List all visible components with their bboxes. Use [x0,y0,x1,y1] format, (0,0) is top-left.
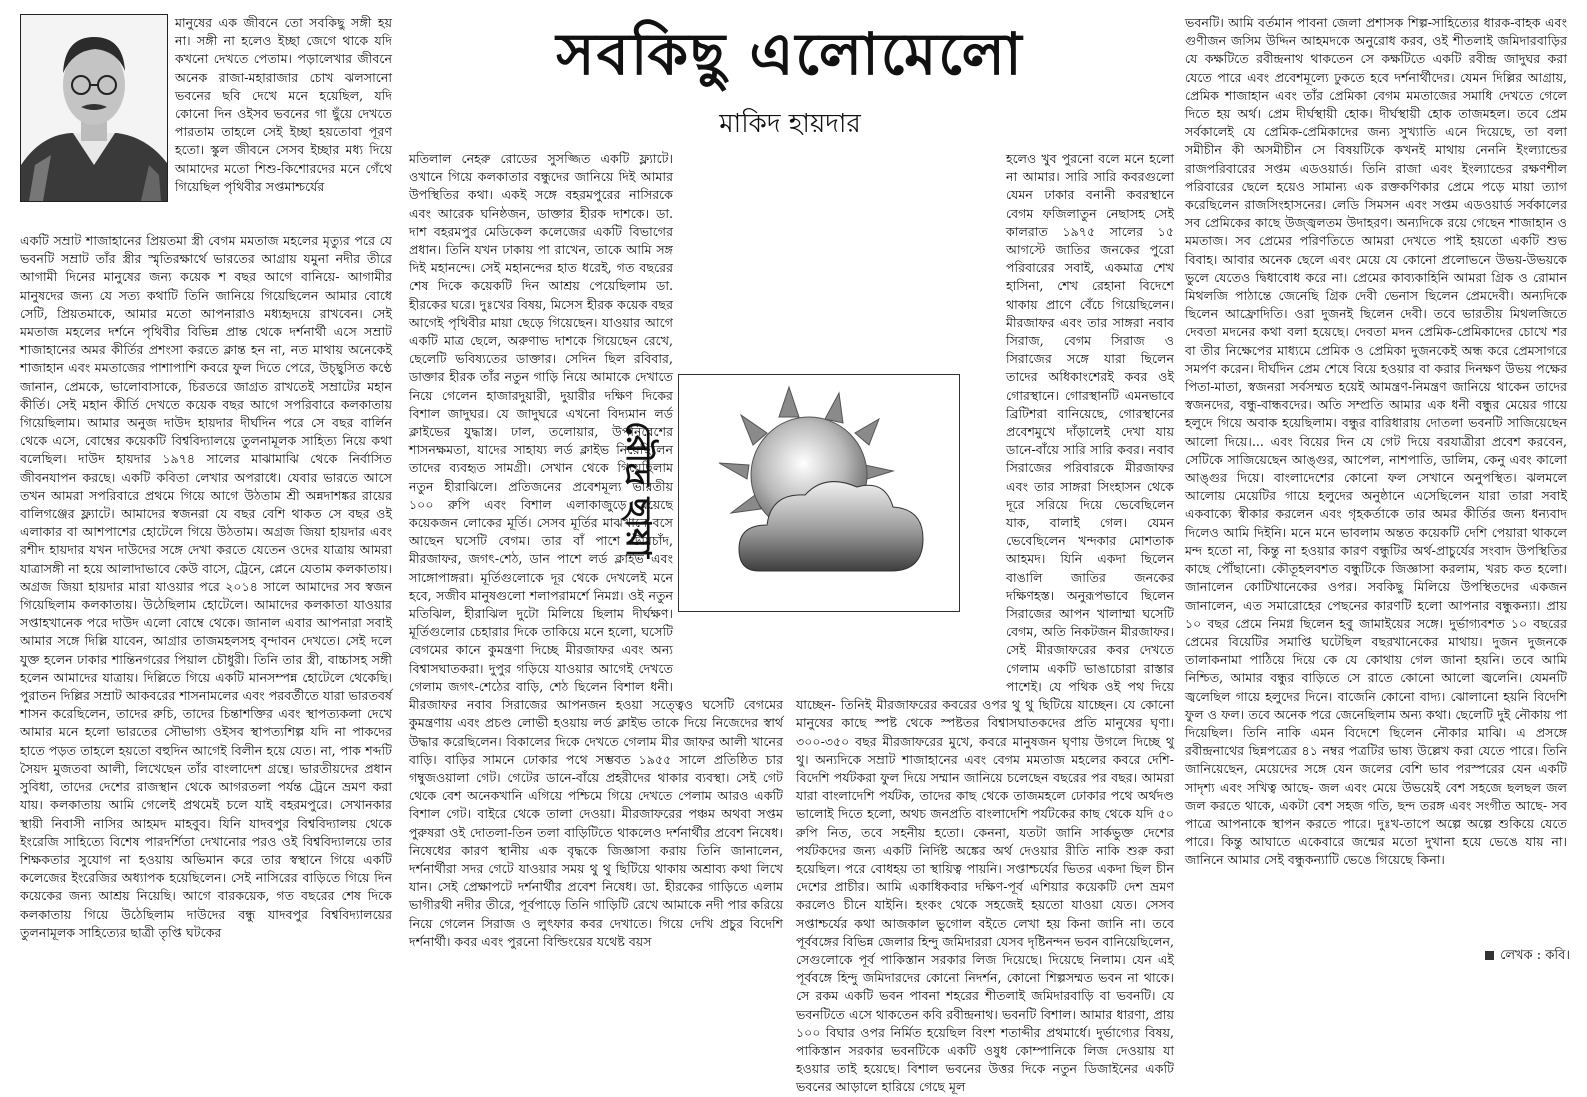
author-portrait-icon [21,15,167,201]
col1-top-paragraph: মানুষের এক জীবনে তো সবকিছু সঙ্গী হয় না। সঙ্গী না হলেও ইচ্ছা জেগে থাকে যদি কখনো দেখতে পেতাম। পড়ালেখার জীবনে অনেক রাজা-মহারাজার চোখ ঝলসানো ভবনের ছবি দেখে মনে হয়েছিল, যদি কোনো দিন ওইসব ভবনের গা ছুঁয়ে দেখতে পারতাম তাহলে সেই ইচ্ছা হয়তোবা পূরণ হতো। স্কুল জীবনে সেসব ইচ্ছার মধ্য দিয়ে আমাদের মতো শিশু-কিশোরদের মনে গেঁথে গিয়েছিল পৃথিবীর সপ্তমাশ্চর্যের [175,15,392,194]
author-credit [1420,946,1570,966]
sun-cloud-illustration [678,374,960,612]
square-bullet-icon [1485,951,1494,960]
col4-paragraph: ভবনটি। আমি বর্তমান পাবনা জেলা প্রশাসক শিল্প-সাহিত্যের ধারক-বাহক এবং গুণীজন জসিম উদ্দিন আহমদকে অনুরোধ করব, ওই শীতলাই জমিদারবাড়ির যে কক্ষটিতে রবীন্দ্রনাথ থাকতেন সে কক্ষটিতে একটি রবীন্দ্র জাদুঘর করা যেতে পারে এবং প্রবেশমূল্যে ঢুকতে হবে দর্শনার্থীদের। যেমন দিল্লির আগ্রায়, প্রেমিক শাজাহান এবং তাঁর প্রেমিকা বেগম মমতাজের সমাধি দেখতে গেলে দিতে হয় অর্থ। প্রেম দীর্ঘস্থায়ী হোক। দীর্ঘস্থায়ী হোক তাজমহল। তবে প্রেম সর্বকালেই যে প্রেমিক-প্রেমিকাদের জন্য সুখ্যাতি এনে দিয়েছে, তা বলা সমীচীন কী অসমীচীন সে বিষয়টিকে কখনই মাথায় নেননি ইংল্যান্ডের রাজপরিবারের সপ্তম এডওয়ার্ড। তিনি রাজা এবং ইংল্যান্ডের রক্ষণশীল পরিবারের ছেলে হয়েও সামান্য এক রক্তকণিকার প্রেমে পড়ে মায়া ত্যাগ করেছিলেন রাজসিংহাসনের। লেডি সিমসন এবং সপ্তম এডওয়ার্ড সর্বকালের সব প্রেমিকের কাছে উজ্জ্বলতম উদাহরণ। অন্যদিকে রয়ে গেছেন শাজাহান ও মমতাজ। সব প্রেমের পরিণতিতে আমরা দেখতে পাই হয়তো একটি শুভ বিবাহ। আবার অনেক ছেলে এবং মেয়ে যে কোনো প্রলোভনে উভয়-উভয়কে ভুলে যেতেও দ্বিধাবোধ করে না। প্রেমের কাব্যকাহিনি আমরা গ্রিক ও রোমান মিথলজি পাঠান্তে জেনেছি গ্রিক দেবী ভেনাস ছিলেন প্রেমদেবী। অন্যদিকে ছিলেন আফ্রোদিতি। ওরা দুজনই ছিলেন দেবী। তবে ভারতীয় মিথলজিতে দেবতা মদনের কথা বলা হয়েছে। দেবতা মদন প্রেমিক-প্রেমিকাদের চোখে শর বা তীর নিক্ষেপের মাধ্যমে প্রেমিক ও প্রেমিকা দুজনকেই অন্ধ করে প্রেমসাগরে সমর্পণ করেন। দীর্ঘদিন প্রেম শেষে বিয়ে হওয়ার বা করার দিনক্ষণ উভয় পক্ষের পিতা-মাতা, স্বজনরা সর্বসম্মত হয়েই আমন্ত্রণ-নিমন্ত্রণ জানিয়ে থাকেন তাদের স্বজনদের, বন্ধু-বান্ধবদের। অতি সম্প্রতি আমার এক ধনী বন্ধুর মেয়ের গায়ে হলুদে গিয়ে অবাক হয়েছিলাম। বন্ধুর বারিধারায় দোতলা ভবনটি সাজিয়েছেন আলো দিয়ে।... এবং বিয়ের দিন যে গেট দিয়ে বরযাত্রীরা প্রবেশ করবেন, সেটিকে সাজিয়েছেন আঙ্গুর, আপেল, নাশপাতি, ডালিম, কেনু এবং কালো আঙ্গুর দিয়ে। বাংলাদেশের কোনো ফল সেখানে অনুপস্থিত। ঝলমলে আলোয় মেয়েটির গায়ে হলুদের অনুষ্ঠানে এসেছিলেন যারা তারা সবাই একবাক্যে স্বীকার করলেন এবং গৃহকর্তাকে তার অমর কীর্তির জন্য ধন্যবাদ দিলেও আমি দিইনি। মনে মনে ভাবলাম অন্তত কয়েকটি দেশি পেয়ারা থাকলে মন্দ হতো না, কিন্তু না হওয়ার কারণ বন্ধুটির অর্থ-প্রাচুর্যের সংবাদ উপস্থিতির কাছে পৌঁছানো। কৌতূহলবশত বন্ধুটিকে জিজ্ঞাসা করলাম, খরচ কত হলো। জানালেন কোটিখানেকের ওপর। সবকিছু মিলিয়ে উপস্থিতদের একজন জানালেন, এত সমারোহের পেছনের কারণটি হলো আপনার বন্ধুকন্যা। প্রায় ১০ বছর প্রেমে নিমগ্ন ছিলেন হবু জামাইয়ের সঙ্গে। দুর্ভাগ্যবশত ১০ বছরের প্রেমের বিয়েটির সমাপ্তি ঘটেছিল বছরখানেকের মাথায়। দুজন দুজনকে তালাকনামা পাঠিয়ে দিয়ে কে যে কোথায় গেল জানা হয়নি। তবে আমি নিশ্চিত, আমার বন্ধুর বাড়িতে সে রাতে কোনো আলো জ্বলেনি। যেমনটি জ্বলেছিল গায়ে হলুদের দিনে। বাজেনি কোনো বাদ্য। ঝোলানো হয়নি বিদেশি ফুল ও ফল। তবে অনেক পরে জেনেছিলাম অন্য কথা। ছেলেটি দুই নৌকায় পা দিয়েছিল। তিনি নাকি এমন বিদেশে ছিলেন নৌকার মাঝি। এ প্রসঙ্গে রবীন্দ্রনাথের ছিন্নপত্রের ৪১ নম্বর পত্রটির ভাষ্য উল্লেখ করা যেতে পারে। তিনি জানিয়েছেন, মেয়েদের সঙ্গে যেন জলের বেশি ভাব পরস্পরের যেন একটি সাদৃশ্য এবং সখিত্ব আছে- জল এবং মেয়ে উভয়েই বেশ সহজে ছলছল জল জল করতে থাকে, একটা বেশ সহজ গতি, ছন্দ তরঙ্গ এবং সংগীত আছে- সব পাত্রে আপনাকে স্থাপন করতে পারে। দুঃখ-তাপে অল্পে অল্পে শুকিয়ে যেতে পারে। কিন্তু আঘাতে একেবারে জন্মের মতো দুখানা হয়ে ভেঙে যায় না। জানিনে আমার সেই বন্ধুকন্যাটি ভেঙে গিয়েছে কিনা। [1185,15,1567,868]
author-byline: মাকিদ হায়দার [719,109,861,139]
column-4-text [1185,14,1567,944]
sun-cloud-icon [679,375,959,611]
column-1-text [20,232,392,970]
col2-paragraph: মতিলাল নেহরু রোডের সুসজ্জিত একটি ফ্ল্যাটে। ওখানে গিয়ে কলকাতার বন্ধুদের জানিয়ে দিই আমার উপস্থিতির কথা। একই সঙ্গে বহরমপুরের নাসিরকে এবং আরেক ঘনিষ্ঠজন, ডাক্তার হীরক দাশকে। ডা. দাশ বহরমপুর মেডিকেল কলেজের একটি বিভাগের প্রধান। তিনি যখন ঢাকায় পা রাখেন, তাকে আমি সঙ্গ দিই মহানন্দে। সেই মহানন্দের হাত ধরেই, গত বছরের শেষ দিকে কয়েকটি দিন আশ্রয় পেয়েছিলাম ডা. হীরকের ঘরে। দুঃখের বিষয়, মিসেস হীরক কয়েক বছর আগেই পৃথিবীর মায়া ছেড়ে গিয়েছেন। যাওয়ার আগে একটি মাত্র ছেলে, অরুণাভ দাশকে গিয়েছেন রেখে, ছেলেটি ভবিষ্যতের ডাক্তার। সেদিন ছিল রবিবার, ডাক্তার হীরক তাঁর নতুন গাড়ি নিয়ে আমাকে দেখাতে নিয়ে গেলেন হাজারদুয়ারী, দুয়ারীর দক্ষিণ দিকের বিশাল জাদুঘর। যে জাদুঘরে এখনো বিদ্যমান লর্ড ক্লাইভের যুদ্ধাস্ত্র। ঢাল, তলোয়ার, উপনিবেশের শাসনক্ষমতা, যাদের সাহায্য লর্ড ক্লাইভ নিয়েছিলেন তাদের ব্যবহৃত সামগ্রী। সেখান থেকে গিয়েছিলাম নতুন হীরাঝিলে। প্রতিজনের প্রবেশমূল্য ভারতীয় ১০০ রুপি এবং বিশাল এলাকাজুড়ে রয়েছে কয়েকজন লোকের মূর্তি। সেসব মূর্তির মাঝখানে বসে আছেন ঘসেটি বেগম। তার বাঁ পাশে উমিচাঁদ, মীরজাফর, জগৎ-শেঠ, ডান পাশে লর্ড ক্লাইভ এবং সাঙ্গোপাঙ্গরা। মূর্তিগুলোকে দূর থেকে দেখলেই মনে হবে, সজীব মানুষগুলো শলাপরামর্শে নিমগ্ন। ওই নতুন মতিঝিল, হীরাঝিল দুটো মিলিয়ে ছিলাম দীর্ঘক্ষণ। মূর্তিগুলোর চেহারার দিকে তাকিয়ে মনে হলো, ঘসেটি বেগমের কানে কুমন্ত্রণা দিচ্ছে মীরজাফর এবং অন্য বিশ্বাসঘাতকরা। দুপুর গড়িয়ে যাওয়ার আগেই দেখতে গেলাম জগৎ-শেঠের বাড়ি, শেঠ ছিলেন বিশাল ধনী। মীরজাফর নবাব সিরাজের আপনজন হওয়া সত্ত্বেও ঘসেটি বেগমের কুমন্ত্রণায় এবং প্রচণ্ড লোভী হওয়ায় লর্ড ক্লাইভ তাকে দিয়ে নিজেদের স্বার্থ উদ্ধার করেছিলেন। বিকালের দিকে দেখতে গেলাম মীর জাফর আলী খানের বাড়ি। বাড়ির সামনে ঢোকার পথে সম্ভবত ১৯৫৫ সালে প্রতিষ্ঠিত চার গম্বুজওয়ালা গেট। গেটের ডানে-বাঁয়ে প্রহরীদের থাকার ব্যবস্থা। সেই গেট থেকে বেশ অনেকখানি এগিয়ে পশ্চিমে গিয়ে দেখতে পেলাম আরও একটি বিশাল গেট। বাইরে থেকে তালা দেওয়া। মীরজাফরের পঞ্চম অথবা সপ্তম পুরুষরা ওই দোতলা-তিন তলা বাড়িটিতে থাকলেও দর্শনার্থীর প্রবেশ নিষেধ। নিষেধের কারণ স্থানীয় এক বৃদ্ধকে জিজ্ঞাসা করায় তিনি জানালেন, দর্শনার্থীরা সদর গেটে যাওয়ার সময় থু থু ছিটিয়ে থাকায় অশ্রাব্য কথা লিখে যান। সেই প্রেক্ষাপটে দর্শনার্থীর প্রবেশ নিষেধ। ডা. হীরকের গাড়িতে এলাম ভাগীরথী নদীর তীরে, পূর্বপাড়ে তিনি গাড়িটি রেখে আমাকে নদী পার করিয়ে নিয়ে গেলেন সিরাজ ও লুৎফার কবর দেখাতে। গিয়ে দেখি প্রচুর বিদেশি দর্শনার্থী। কবর এবং পুরনো বিল্ডিংয়ের যথেষ্ট বয়স [409,151,783,949]
column-1-top-text [175,14,392,232]
col3-paragraph: হলেও খুব পুরনো বলে মনে হলো না আমার। সারি সারি কবরগুলো যেমন ঢাকার বনানী কবরস্থানে বেগম ফজিলাতুন নেছাসহ সেই কালরাত ১৯৭৫ সালের ১৫ আগস্টে জাতির জনকের পুরো পরিবারের সবাই, একমাত্র শেখ হাসিনা, শেখ রেহানা বিদেশে থাকায় প্রাণে বেঁচে গিয়েছিলেন। মীরজাফর এবং তার সাঙ্গরা নবাব সিরাজ, বেগম সিরাজ ও সিরাজের সঙ্গে যারা ছিলেন তাদের অধিকাংশেরই কবর ওই গোরস্থানে। গোরস্থানটি এমনভাবে ব্রিটিশরা বানিয়েছে, গোরস্থানের প্রবেশমুখে দাঁড়ালেই দেখা যায় ডানে-বাঁয়ে সারি সারি কবর। নবাব সিরাজের পরিবারকে মীরজাফর এবং তার সাঙ্গরা সিংহাসন থেকে দূরে সরিয়ে দিয়ে ভেবেছিলেন যাক, বালাই গেল। যেমন ভেবেছিলেন খন্দকার মোশতাক আহমদ। যিনি একদা ছিলেন বাঙালি জাতির জনকের দক্ষিণহস্ত। অনুরূপভাবে ছিলেন সিরাজের আপন খালাম্মা ঘসেটি বেগম, অতি নিকটজন মীরজাফর। সেই মীরজাফরের কবর দেখতে গেলাম একটি ভাঙাচোরা রাস্তার পাশেই। যে পথিক ওই পথ দিয়ে যাচ্ছেন- তিনিই মীরজাফরের কবরের ওপর থু থু ছিটিয়ে যাচ্ছেন। যে কোনো মানুষের কাছে স্পষ্ট থেকে স্পষ্টতর বিশ্বাসঘাতকদের প্রতি মানুষের ঘৃণা। ৩০০-৩৫০ বছর মীরজাফরের মুখে, কবরে মানুষজন ঘৃণায় উগলে দিচ্ছে থু থু। অন্যদিকে সম্রাট শাজাহানের এবং বেগম মমতাজ মহলের কবরে দেশি-বিদেশি পর্যটকরা ফুল দিয়ে সম্মান জানিয়ে চলেছেন বছরের পর বছর। আমরা যারা বাংলাদেশি পর্যটক, তাদের কাছ থেকে তাজমহলে ঢোকার পথে অর্থদণ্ড ভালোই দিতে হলো, অথচ জনপ্রতি বাংলাদেশি পর্যটকের কাছ থেকে যদি ৫০ রুপি নিত, তবে সহনীয় হতো। কেননা, যতটা জানি সার্কভুক্ত দেশের পর্যটকদের জন্য একটি নির্দিষ্ট অঙ্কের অর্থ দেওয়ার রীতি নাকি শুরু করা হয়েছিল। পরে বোধহয় তা স্থায়িত্ব পায়নি। সপ্তাশ্চর্যের ভিতর একদা ছিল চীন দেশের প্রাচীর। আমি একাধিকবার দক্ষিণ-পূর্ব এশিয়ার কয়েকটি দেশ ভ্রমণ করলেও চীনে যাইনি। হংকং থেকে সহজেই হয়তো যাওয়া যেত। সেসব সপ্তাশ্চর্যের কথা আজকাল ভুগোল বইতে লেখা হয় কিনা জানি না। তবে পূর্ববঙ্গের বিভিন্ন জেলার হিন্দু জমিদাররা যেসব দৃষ্টিনন্দন ভবন বানিয়েছিলেন, সেগুলোকে পূর্ব পাকিস্তান সরকার লিজ দিয়েছে। দিয়েছে নিলাম। যেন এই পূর্ববঙ্গে হিন্দু জমিদারদের কোনো নিদর্শন, কোনো শিল্পসম্মত ভবন না থাকে। সে রকম একটি ভবন পাবনা শহরের শীতলাই জমিদারবাড়ি বা ভবনটি। যে ভবনটিতে এসে থাকতেন কবি রবীন্দ্রনাথ। ভবনটি বিশাল। আমার ধারণা, প্রায় ১০০ বিঘার ওপর নির্মিত হয়েছিল বিংশ শতাব্দীর প্রথমার্ধে। দুর্ভাগ্যের বিষয়, পাকিস্তান সরকার ভবনটিকে একটি ওষুধ কোম্পানিকে লিজ দেওয়ায় যা হওয়ার তাই হয়েছে। বিশাল ভবনের উত্তর দিকে নতুন ডিজাইনের একটি ভবনের আড়ালে হারিয়ে গেছে মূল [796,151,1174,1095]
article-title: সবকিছু এলোমেলো [556,20,1024,88]
col1-paragraph: একটি সম্রাট শাজাহানের প্রিয়তমা স্ত্রী বেগম মমতাজ মহলের মৃত্যুর পরে যে ভবনটি সম্রাট তাঁর স্ত্রীর স্মৃতিরক্ষার্থে ভারতের আগ্রায় যমুনা নদীর তীরে আগামী দিনের মানুষের জন্য কয়েক শ বছর আগে বানিয়ে- আগামীর মানুষদের জন্য যে সত্য কথাটি তিনি জানিয়ে গিয়েছিলেন আমার বোধে সেটি, প্রিয়তমাকে, আমার মতো আপনারাও মধ্যহৃদয়ে রাখবেন। সেই মমতাজ মহলের দর্শনে পৃথিবীর বিভিন্ন প্রান্ত থেকে দর্শনার্থী এসে সম্রাট শাজাহানের অমর কীর্তির প্রশংসা করতে ক্লান্ত হন না, নত মাথায় অনেকেই শাজাহান এবং মমতাজের পাশাপাশি কবরে ফুল দিতে পেরে, উচ্ছ্বসিত কণ্ঠে জানান, প্রেমকে, ভালোবাসাকে, চিরতরে জাগ্রত রাখতেই সম্রাটের মহান কীর্তি। সেই মহান কীর্তি দেখতে কয়েক বছর আগে সপরিবারে কলকাতায় গিয়েছিলাম। আমার অনুজ দাউদ হায়দার দীর্ঘদিন পরে সে বছর বার্লিন থেকে এসে, বোম্বের কয়েকটি বিশ্ববিদ্যালয়ে তুলনামূলক সাহিত্য নিয়ে কথা বলেছিল। দাউদ হায়দার ১৯৭৪ সালের মাঝামাঝি থেকে নির্বাসিত জীবনযাপন করছে। একটি কবিতা লেখার অপরাধে। যেবার ভারতে আসে তখন আমরা সপরিবারে প্রথমে গিয়ে আগে উঠতাম শ্রী অন্নদাশঙ্কর রায়ের বালিগঞ্জের ফ্ল্যাটে। আমাদের স্বজনরা যে বছর বেশি থাকত সে বছর ওই এলাকার বা আশপাশের হোটেলে গিয়ে উঠতাম। অগ্রজ জিয়া হায়দার এবং রশীদ হায়দার যখন দাউদের সঙ্গে দেখা করতে যেতেন ওদের যাত্রায় আমরা যাত্রাসঙ্গী না হয়ে আলাদাভাবে কেউ বাসে, ট্রেনে, প্লেনে যেতাম কলকাতায়। অগ্রজ জিয়া হায়দার মারা যাওয়ার পরে ২০১৪ সালে আমাদের সব স্বজন গিয়েছিলাম কলকাতায়। উঠেছিলাম হোটেলে। আমাদের কলকাতা যাওয়ার সপ্তাহখানেক পরে দাউদ এলো বোম্বে থেকে। জানাল এবার আপনারা সবাই আমার সঙ্গে দিল্লি যাবেন, আগ্রার তাজমহলসহ বৃন্দাবন দেখতে। সেই দলে যুক্ত হলেন ঢাকার শান্তিনগরের পিয়াল চৌধুরী। তিনি তার স্ত্রী, বাচ্চাসহ সঙ্গী হলেন আমাদের যাত্রায়। দিল্লিতে গিয়ে একটি মানসম্পন্ন হোটেলে থেকেছি। পুরাতন দিল্লির সম্রাট আকবরের শাসনামলের এবং পরবর্তীতে যারা ভারতবর্ষ শাসন করেছিলেন, তাদের রুচি, তাদের চিন্তাশক্তির এবং স্থাপত্যকলা দেখে আমার মনে হলো ভারতের সৌভাগ্য ওইসব স্থাপত্যশিল্প যদি না পাকদের হাতে পড়ত তাহলে হয়তো বহুদিন আগেই বিলীন হয়ে যেত। না, পাক শব্দটি সৈয়দ মুজতবা আলী, লিখেছেন তাঁর বাংলাদেশ গ্রন্থে। ভারতীয়দের প্রধান সুবিধা, তাদের দেশের রাজস্থান থেকে আগরতলা পর্যন্ত ট্রেনে ভ্রমণ করা যায়। কলকাতায় আমি গেলেই প্রথমেই চলে যাই বহরমপুরে। সেখানকার স্থায়ী নিবাসী নাসির আহমদ মাহবুব। যিনি যাদবপুর বিশ্ববিদ্যালয় থেকে ইংরেজি সাহিত্যে বিশেষ পারদর্শিতা দেখানোর পরও ওই বিশ্ববিদ্যালয়ে তার শিক্ষকতার সুযোগ না হওয়ায় অভিমান করে তার স্বস্থানে গিয়ে একটি কলেজের ইংরেজির অধ্যাপক হয়েছিলেন। সেই নাসিরের বাড়িতে গিয়ে দিন কয়েকের জন্য আশ্রয় নিয়েছি। আগে বারকয়েক, গত বছরের শেষ দিকে কলকাতায় গিয়ে উঠেছিলাম দাউদের বন্ধু যাদবপুর বিশ্ববিদ্যালয়ের তুলনামূলক সাহিত্যের ছাত্রী তৃপ্তি ঘটকের [20,233,392,940]
feature-label: রৌদ্র ছায়া [618,421,658,559]
credit-text: লেখক : কবি। [1500,948,1570,963]
author-portrait [20,14,168,202]
